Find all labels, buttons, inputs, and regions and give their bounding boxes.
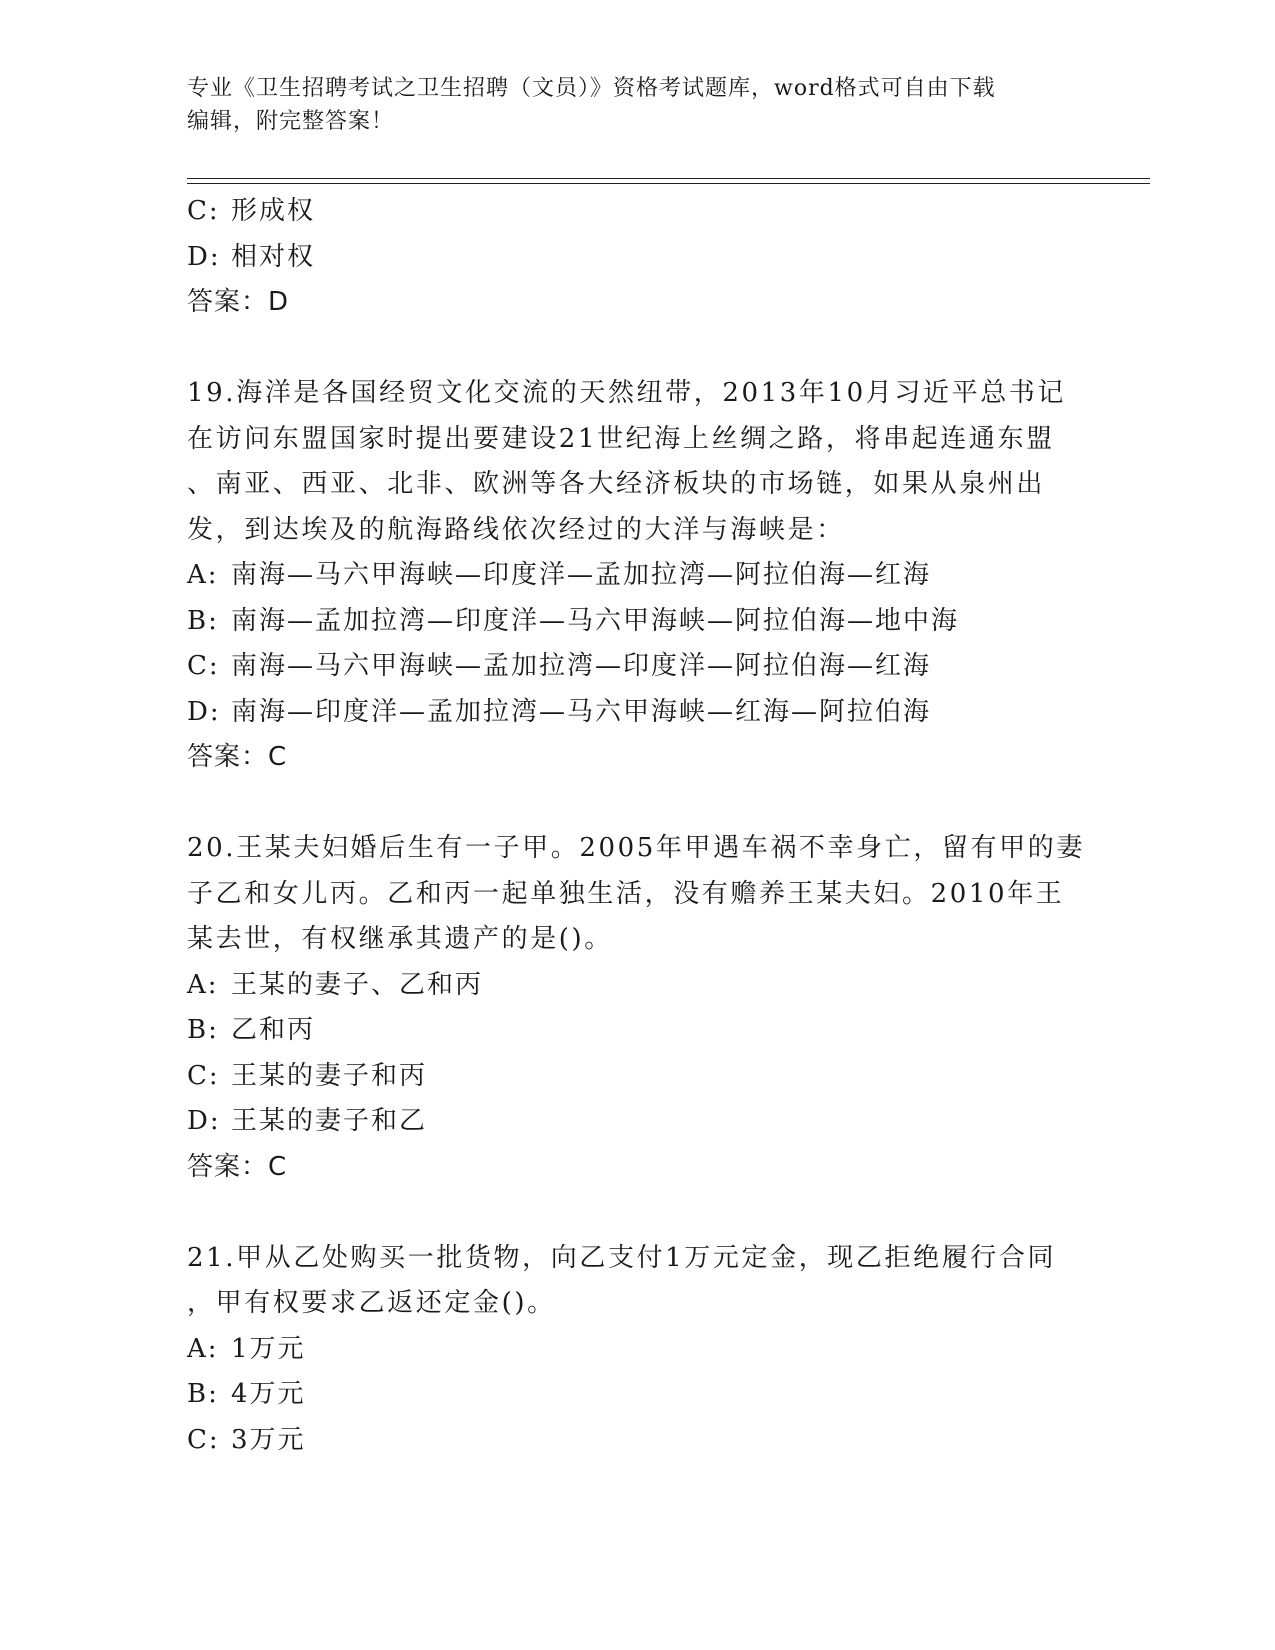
option-letter: D: [187,1106,221,1136]
option-letter: D: [187,696,221,727]
option-d [187,1099,1087,1145]
option-text: 南海—马六甲海峡—印度洋—孟加拉湾—阿拉伯海—红海 [231,560,932,590]
option-letter: C: [187,1060,220,1091]
option-d [187,690,1087,736]
page-header [187,72,1067,138]
answer-line: 答案：D [187,287,290,317]
option-a [187,553,1087,599]
option-text: 王某的妻子和乙 [231,1106,428,1136]
question-stem-line: ，甲有权要求乙返还定金()。 [187,1288,556,1318]
option-letter: C: [187,651,220,681]
answer-line: 答案：C [187,742,288,772]
header-rule-bottom [187,183,1150,184]
question-stem-line: 19.海洋是各国经贸文化交流的天然纽带，2013年10月习近平总书记 [187,378,1067,408]
question-stem-line: 、南亚、西亚、北非、欧洲等各大经济板块的市场链，如果从泉州出 [187,469,1046,499]
option-text: 王某的妻子、乙和丙 [231,969,484,1000]
question-21 [187,1236,1087,1464]
option-b [187,1008,1087,1054]
option-text: 乙和丙 [231,1015,316,1045]
option-c [187,189,1087,235]
option-text: 南海—印度洋—孟加拉湾—马六甲海峡—红海—阿拉伯海 [231,696,932,727]
option-a [187,963,1087,1009]
option-b [187,599,1087,645]
spacer [187,781,1087,827]
option-letter: C: [187,1424,220,1455]
option-letter: B: [187,605,219,636]
option-c [187,1054,1087,1100]
option-d [187,235,1087,281]
question-stem-line: 子乙和女儿丙。乙和丙一起单独生活，没有赡养王某夫妇。2010年王 [187,878,1065,909]
answer-line: 答案：C [187,1151,288,1182]
header-line-2: 编辑，附完整答案！ [187,109,395,134]
question-content [187,189,1087,1463]
header-line-1: 专业《卫生招聘考试之卫生招聘（文员）》资格考试题库，word格式可自由下载 [187,76,996,101]
option-text: 相对权 [231,241,316,272]
option-c [187,644,1087,690]
option-text: 南海—马六甲海峡—孟加拉湾—印度洋—阿拉伯海—红海 [231,651,932,681]
option-letter: A: [187,969,219,1000]
question-stem-line: 20.王某夫妇婚后生有一子甲。2005年甲遇车祸不幸身亡，留有甲的妻 [187,833,1085,863]
question-stem-line: 发，到达埃及的航海路线依次经过的大洋与海峡是： [187,514,845,545]
option-text: 形成权 [231,196,316,226]
option-letter: B: [187,1015,219,1045]
question-19 [187,371,1087,781]
option-b [187,1372,1087,1418]
option-a [187,1327,1087,1373]
option-text: 3万元 [231,1424,306,1455]
option-c [187,1418,1087,1464]
option-letter: D: [187,241,221,272]
option-letter: C: [187,196,220,226]
option-text: 1万元 [231,1333,306,1364]
question-stem-line: 某去世，有权继承其遗产的是()。 [187,924,613,954]
question-18-tail [187,189,1087,326]
option-letter: A: [187,1333,219,1364]
option-text: 王某的妻子和丙 [231,1060,428,1091]
option-text: 南海—孟加拉湾—印度洋—马六甲海峡—阿拉伯海—地中海 [231,605,960,636]
question-stem-line: 在访问东盟国家时提出要建设21世纪海上丝绸之路，将串起连通东盟 [187,423,1055,454]
question-stem-line: 21.甲从乙处购买一批货物，向乙支付1万元定金，现乙拒绝履行合同 [187,1242,1057,1273]
option-letter: B: [187,1379,219,1409]
option-letter: A: [187,560,219,590]
header-rule-top [187,178,1150,179]
spacer [187,1190,1087,1236]
spacer [187,326,1087,372]
option-text: 4万元 [231,1379,306,1409]
question-20 [187,826,1087,1190]
